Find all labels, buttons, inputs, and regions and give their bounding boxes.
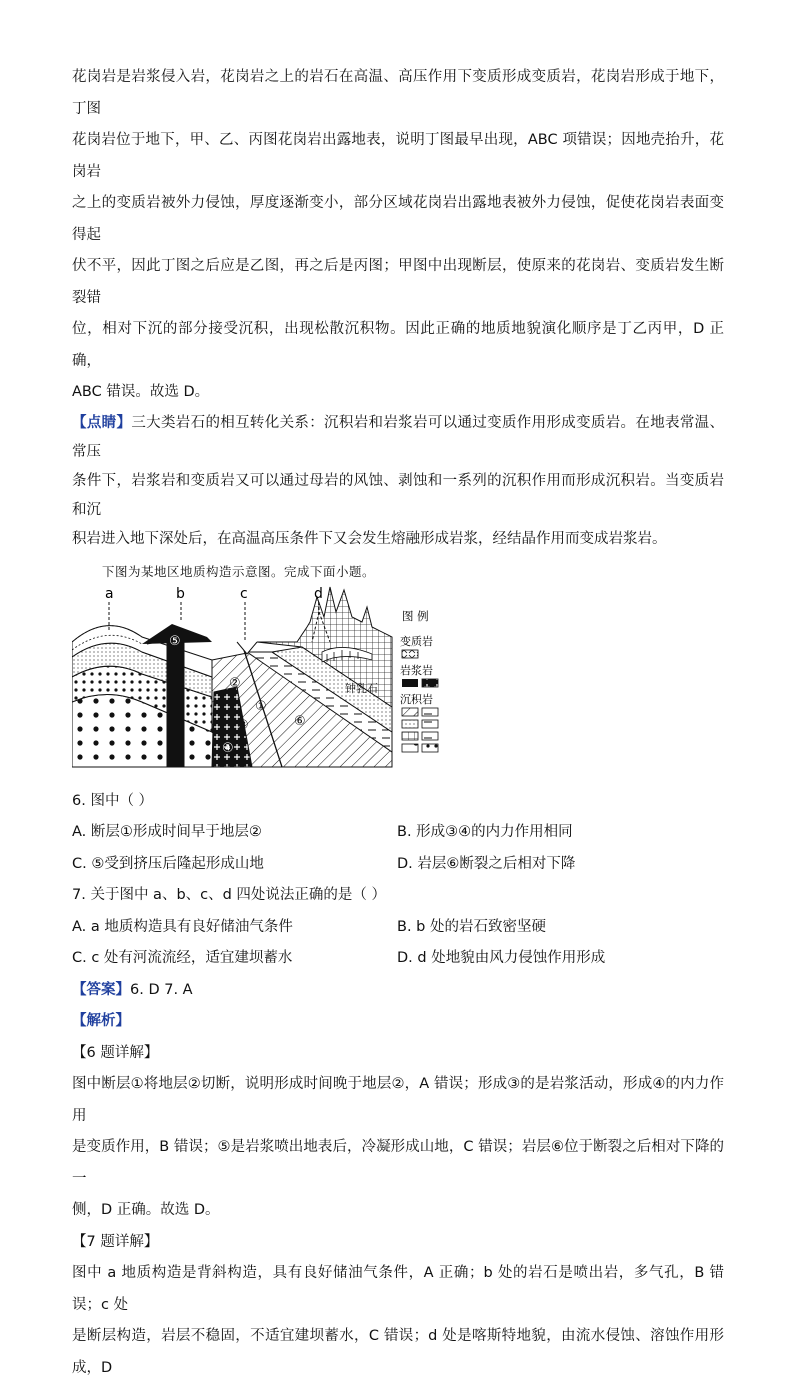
- q6-stem: 6. 图中（ ）: [72, 792, 154, 809]
- q7-options-row2: [72, 943, 724, 975]
- q6-options-row2: [72, 849, 724, 881]
- analysis-tag: 【解析】: [72, 1013, 130, 1029]
- q7-option-a[interactable]: A. a 地质构造具有良好储油气条件: [72, 918, 293, 935]
- text-line: 是变质作用，B 错误；⑤是岩浆喷出地表后，冷凝形成山地，C 错误；岩层⑥位于断裂之后相对下降的一: [72, 1139, 724, 1187]
- detail6-paragraph: [72, 1069, 724, 1227]
- label-b: b: [176, 585, 185, 602]
- text-line: 图中 a 地质构造是背斜构造，具有良好储油气条件，A 正确；b 处的岩石是喷出岩，多气孔，B 错误；c 处: [72, 1265, 724, 1313]
- label-5: ⑤: [169, 633, 181, 649]
- label-3: ③: [237, 717, 249, 733]
- text-line: 花岗岩位于地下，甲、乙、丙图花岗岩出露地表，说明丁图最早出现，ABC 项错误；因地壳抬升，花岗岩: [72, 132, 724, 180]
- label-d: d: [314, 585, 323, 602]
- detail7-paragraph: [72, 1258, 724, 1384]
- answer-line: [72, 975, 724, 1007]
- dianjing-tag: 【点睛】: [72, 414, 132, 431]
- answer-tag: 【答案】: [72, 981, 130, 998]
- legend-sedimentary: 沉积岩: [400, 692, 433, 706]
- q6-options-row1: [72, 817, 724, 849]
- document-body: [72, 62, 724, 1384]
- text-line: 位，相对下沉的部分接受沉积，出现松散沉积物。因此正确的地质地貌演化顺序是丁乙丙甲，D 正确，: [72, 321, 724, 369]
- text-line: 条件下，岩浆岩和变质岩又可以通过母岩的风蚀、剥蚀和一系列的沉积作用而形成沉积岩。当变质岩和沉: [72, 472, 724, 518]
- label-4: ④: [222, 740, 234, 756]
- analysis-line: [72, 1006, 724, 1038]
- q7-options-row1: [72, 912, 724, 944]
- site-labels: [105, 586, 330, 642]
- geology-figure: [72, 582, 452, 782]
- detail6-heading: 【6 题详解】: [72, 1044, 159, 1061]
- answer-text: 6. D 7. A: [130, 981, 193, 998]
- q7-option-d[interactable]: D. d 处地貌由风力侵蚀作用形成: [397, 950, 606, 966]
- legend-igneous: 岩浆岩: [400, 663, 433, 677]
- detail7-heading: 【7 题详解】: [72, 1233, 159, 1250]
- label-6: ⑥: [294, 713, 306, 729]
- label-c: c: [240, 585, 248, 602]
- label-1: ①: [255, 698, 267, 714]
- q7-option-b[interactable]: B. b 处的岩石致密坚硬: [397, 918, 546, 935]
- text-line: 伏不平，因此丁图之后应是乙图，再之后是丙图；甲图中出现断层，使原来的花岗岩、变质岩发生断裂错: [72, 258, 724, 306]
- geology-diagram: [72, 582, 452, 782]
- q6-option-a[interactable]: A. 断层①形成时间早于地层②: [72, 824, 262, 840]
- text-line: 是断层构造，岩层不稳固，不适宜建坝蓄水，C 错误；d 处是喀斯特地貌，由流水侵蚀、溶蚀作用形成，D: [72, 1328, 724, 1376]
- q6-option-d[interactable]: D. 岩层⑥断裂之后相对下降: [397, 855, 576, 872]
- text-line: ABC 错误。故选 D。: [72, 384, 210, 400]
- text-line: 侧，D 正确。故选 D。: [72, 1202, 220, 1218]
- text-line: 之上的变质岩被外力侵蚀，厚度逐渐变小，部分区域花岗岩出露地表被外力侵蚀，促使花岗岩表面变得起: [72, 195, 724, 243]
- q6-option-c[interactable]: C. ⑤受到挤压后隆起形成山地: [72, 855, 264, 872]
- q7-option-c[interactable]: C. c 处有河流流经，适宜建坝蓄水: [72, 950, 293, 966]
- figure-intro: 下图为某地区地质构造示意图。完成下面小题。: [102, 563, 376, 579]
- text-line: 图中断层①将地层②切断，说明形成时间晚于地层②，A 错误；形成③的是岩浆活动，形成④的内力作用: [72, 1076, 724, 1124]
- label-a: a: [105, 585, 114, 602]
- intro-paragraph: [72, 62, 724, 409]
- text-line: 三大类岩石的相互转化关系：沉积岩和岩浆岩可以通过变质作用形成变质岩。在地表常温、常压: [72, 414, 725, 460]
- label-2: ②: [229, 675, 241, 691]
- legend-metamorphic: 变质岩: [400, 634, 433, 648]
- cave-label: 钟乳石: [345, 681, 378, 695]
- q7-stem: 7. 关于图中 a、b、c、d 四处说法正确的是（ ）: [72, 887, 387, 903]
- text-line: 积岩进入地下深处后，在高温高压条件下又会发生熔融形成岩浆，经结晶作用而变成岩浆岩。: [72, 530, 667, 547]
- legend-title: 图 例: [402, 608, 429, 623]
- q6-option-b[interactable]: B. 形成③④的内力作用相同: [397, 824, 573, 840]
- text-line: 花岗岩是岩浆侵入岩，花岗岩之上的岩石在高温、高压作用下变质形成变质岩，花岗岩形成于地下，丁图: [72, 69, 724, 117]
- dianjing-paragraph: [72, 409, 724, 554]
- legend: [400, 609, 438, 752]
